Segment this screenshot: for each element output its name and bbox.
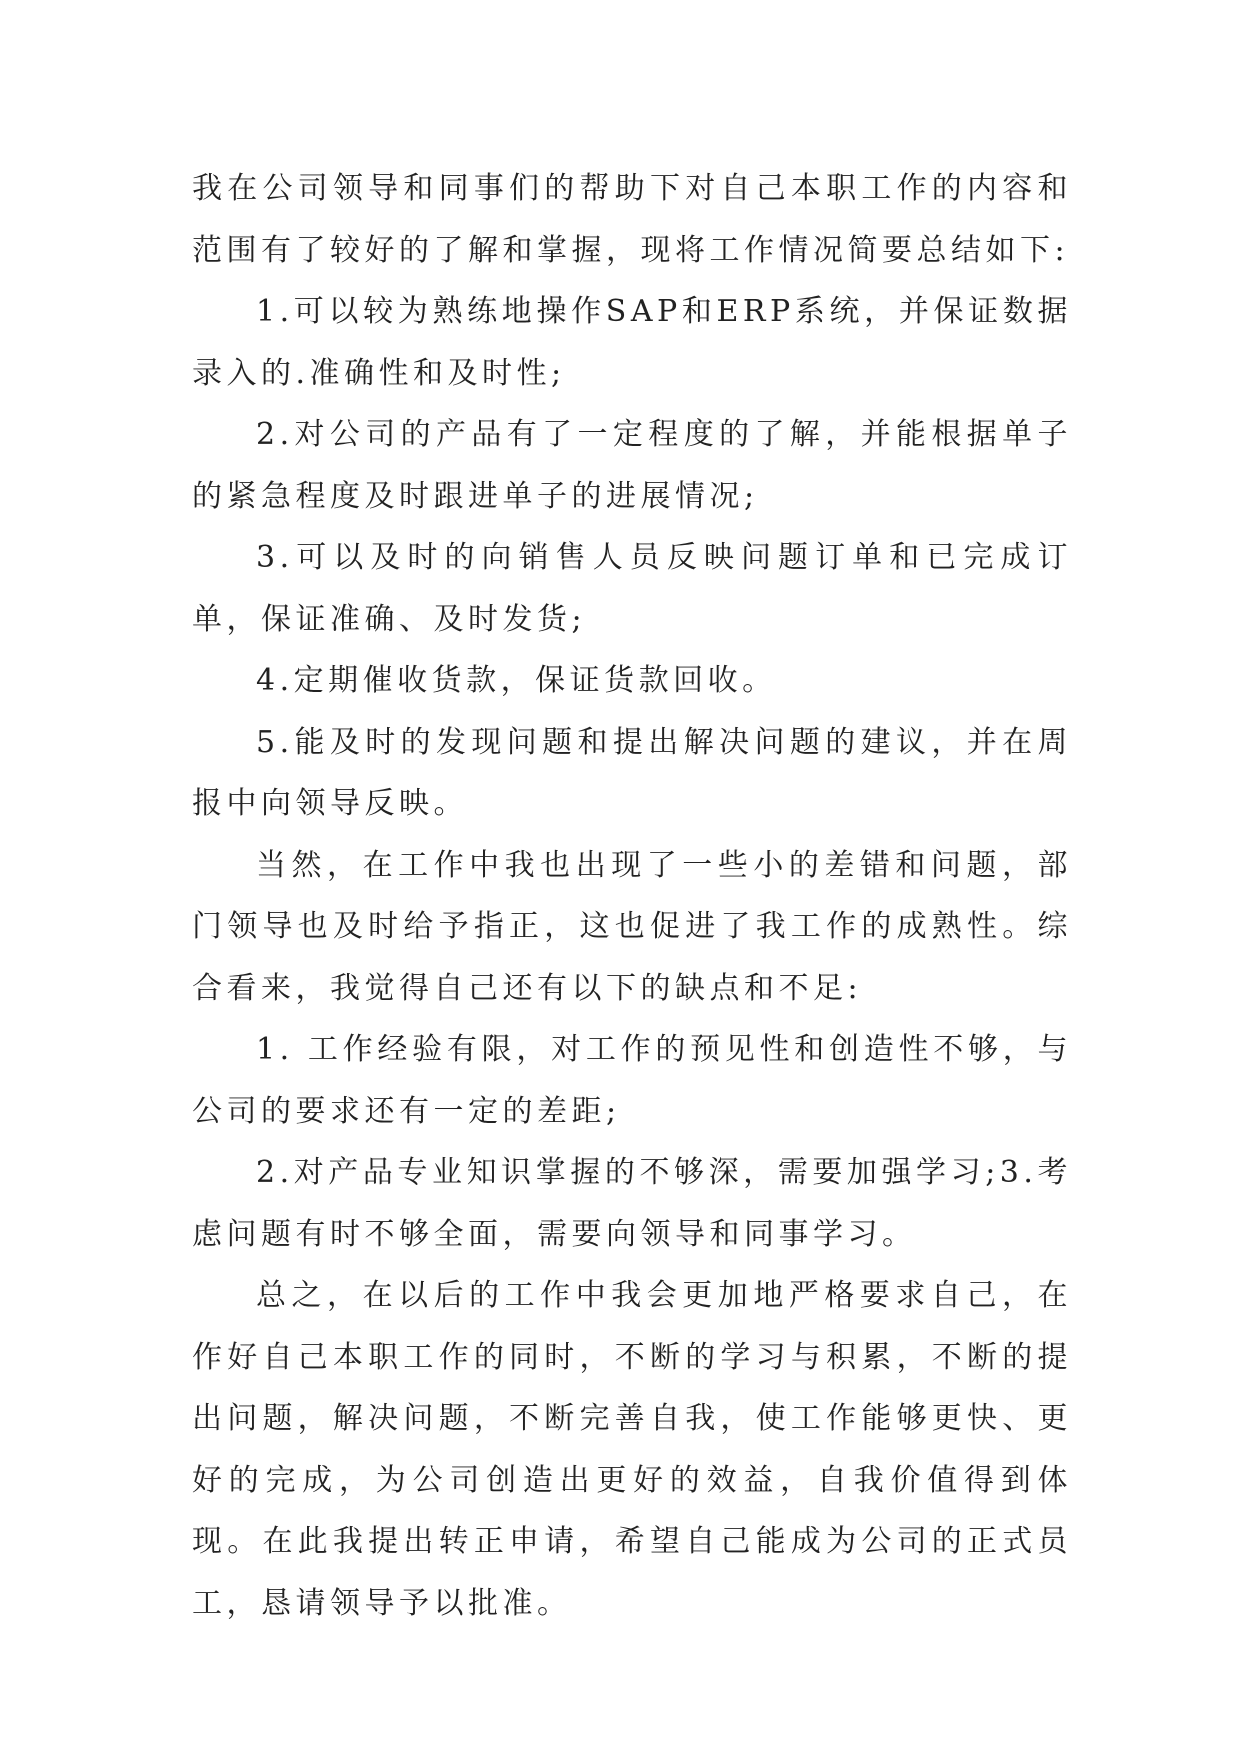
paragraph-item-5: 5.能及时的发现问题和提出解决问题的建议，并在周报中向领导反映。 — [192, 724, 1072, 821]
paragraph-shortcoming-2-3: 2.对产品专业知识掌握的不够深，需要加强学习;3.考虑问题有时不够全面，需要向领导和同事学习。 — [192, 1155, 1072, 1252]
paragraph-item-4: 4.定期催收货款，保证货款回收。 — [256, 663, 777, 698]
document-body — [192, 158, 1072, 1634]
paragraph-item-3: 3.可以及时的向销售人员反映问题订单和已完成订单，保证准确、及时发货; — [192, 540, 1072, 637]
paragraph-intro: 我在公司领导和同事们的帮助下对自己本职工作的内容和范围有了较好的了解和掌握，现将工作情况简要总结如下: — [192, 171, 1072, 268]
paragraph-item-2: 2.对公司的产品有了一定程度的了解，并能根据单子的紧急程度及时跟进单子的进展情况; — [192, 417, 1072, 514]
paragraph-conclusion: 总之，在以后的工作中我会更加地严格要求自己，在作好自己本职工作的同时，不断的学习与积累，不断的提出问题，解决问题，不断完善自我，使工作能够更快、更好的完成，为公司创造出更好的效益，自我价值得到体现。在此我提出转正申请，希望自己能成为公司的正式员工，恳请领导予以批准。 — [192, 1278, 1072, 1621]
paragraph-shortcomings-intro: 当然，在工作中我也出现了一些小的差错和问题，部门领导也及时给予指正，这也促进了我工作的成熟性。综合看来，我觉得自己还有以下的缺点和不足: — [192, 847, 1072, 1006]
paragraph-item-1: 1.可以较为熟练地操作SAP和ERP系统，并保证数据录入的.准确性和及时性; — [192, 294, 1072, 391]
paragraph-shortcoming-1: 1. 工作经验有限，对工作的预见性和创造性不够，与公司的要求还有一定的差距; — [192, 1032, 1072, 1129]
